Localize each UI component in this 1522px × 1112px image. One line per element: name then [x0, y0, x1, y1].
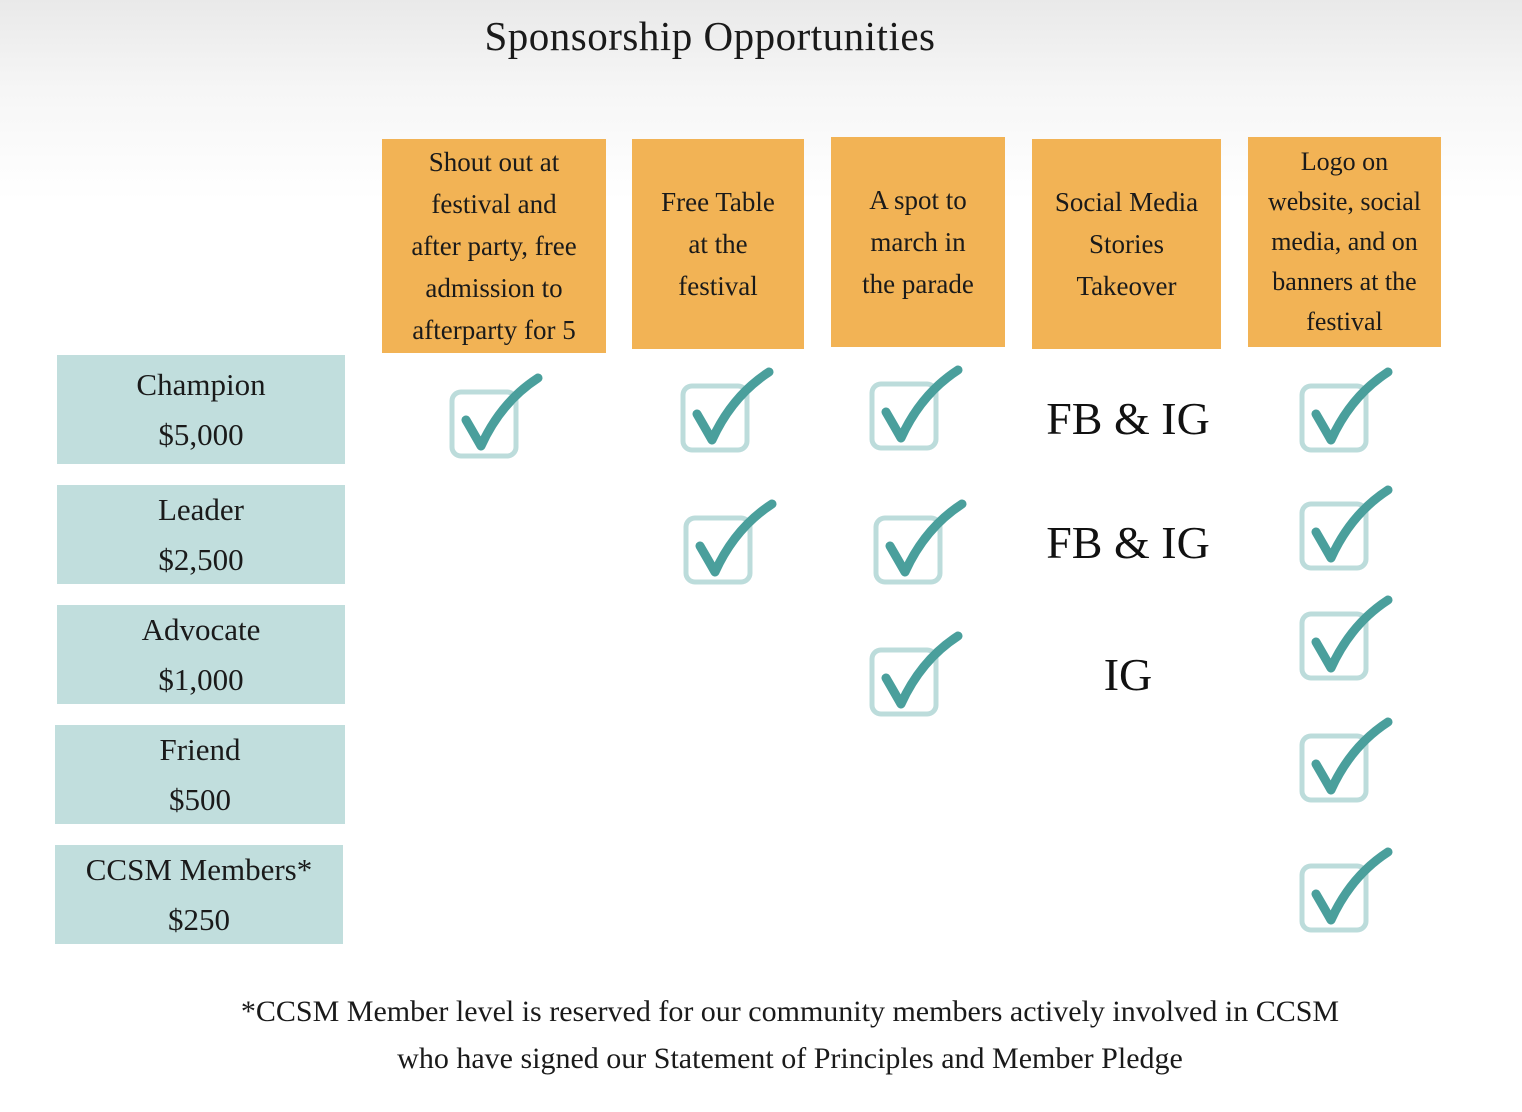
checkmark-box-icon: [866, 362, 966, 462]
tier-ccsm-members: [55, 845, 343, 944]
tier-advocate: [57, 605, 345, 704]
column-header-label: A spot to march in the parade: [862, 185, 974, 299]
column-header-label: Social Media Stories Takeover: [1054, 187, 1199, 301]
column-header-social-media: [1032, 139, 1221, 349]
column-header-label: Shout out at festival and after party, free admission to afterparty for 5: [411, 147, 577, 345]
checkmark-box-icon: [677, 364, 777, 464]
column-header-logo: [1248, 137, 1441, 347]
tier-name: Friend: [159, 731, 241, 767]
tier-friend: [55, 725, 345, 824]
tier-name: Leader: [157, 491, 245, 527]
footnote-line-1: *CCSM Member level is reserved for our community members actively involved in CCSM: [240, 995, 1340, 1028]
column-header-parade-spot: [831, 137, 1005, 347]
tier-champion: [57, 355, 345, 464]
checkmark-box-icon: [1296, 844, 1396, 944]
footnote-line-2: who have signed our Statement of Principles and Member Pledge: [397, 1042, 1183, 1075]
column-header-label: Logo on website, social media, and on banners at the festival: [1267, 147, 1422, 336]
checkmark-box-icon: [1296, 482, 1396, 582]
tier-name: CCSM Members*: [85, 851, 313, 887]
social-media-cell-leader: FB & IG: [1046, 517, 1210, 568]
column-header-shout-out: [382, 139, 606, 353]
tier-price: $5,000: [158, 416, 244, 452]
checkmark-box-icon: [870, 496, 970, 596]
social-media-cell-champion: FB & IG: [1046, 393, 1210, 444]
social-media-cell-advocate: IG: [1103, 649, 1153, 700]
checkmark-box-icon: [680, 496, 780, 596]
checkmark-box-icon: [1296, 364, 1396, 464]
tier-price: $250: [168, 901, 230, 937]
checkmark-box-icon: [866, 628, 966, 728]
page-title: Sponsorship Opportunities: [484, 13, 936, 59]
tier-name: Advocate: [141, 611, 261, 647]
tier-price: $1,000: [158, 661, 244, 697]
checkmark-box-icon: [446, 370, 546, 470]
footnote: [90, 988, 1490, 1082]
tier-name: Champion: [136, 366, 266, 402]
column-header-label: Free Table at the festival: [661, 187, 775, 301]
checkmark-box-icon: [1296, 592, 1396, 692]
column-header-free-table: [632, 139, 804, 349]
tier-leader: [57, 485, 345, 584]
tier-price: $500: [169, 781, 231, 817]
tier-price: $2,500: [158, 541, 244, 577]
checkmark-box-icon: [1296, 714, 1396, 814]
